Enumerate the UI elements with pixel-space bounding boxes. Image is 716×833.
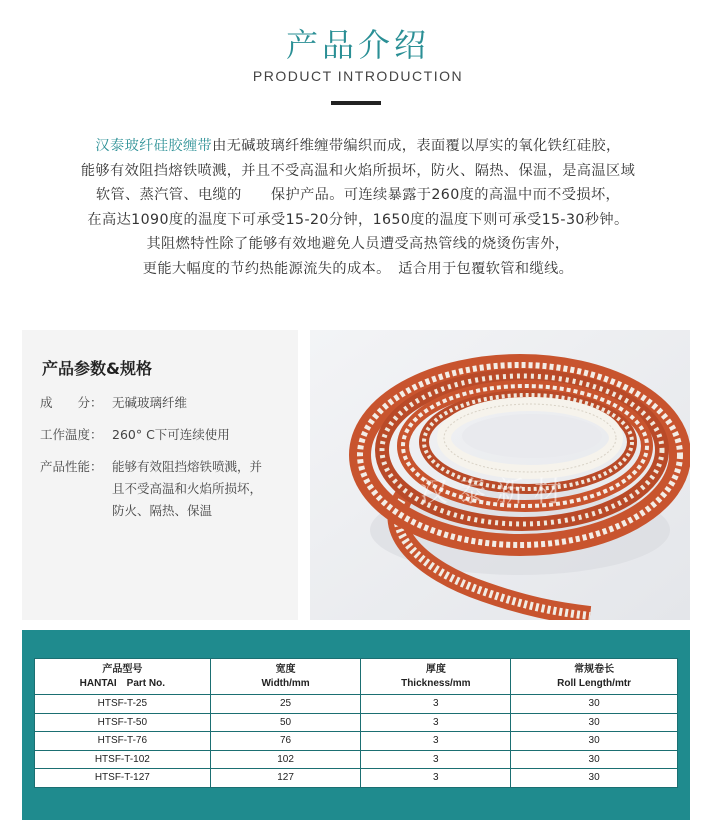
- intro-line-4: 在高达1090度的温度下可承受15-20分钟，1650度的温度下则可承受15-30秒钟。: [87, 211, 629, 228]
- param-label: 工作温度：: [40, 427, 103, 442]
- intro-line-2: 能够有效阻挡熔铁喷溅，并且不受高温和火焰所损坏，防火、隔热、保温，是高温区域: [80, 162, 636, 179]
- spec-table-panel: [22, 630, 690, 820]
- brand-name: 汉泰玻纤硅胶缠带: [95, 138, 213, 154]
- cell-roll-length: 30: [511, 750, 678, 769]
- intro-line-3: 软管、蒸汽管、电缆的 保护产品。可连续暴露于260度的高温中而不受损坏，: [95, 187, 621, 203]
- header-part-no: 产品型号 HANTAI Part No.: [35, 659, 211, 695]
- cell-thickness: 3: [361, 769, 511, 788]
- cell-part-no: HTSF-T-76: [35, 732, 211, 751]
- page-title: 产品介绍: [285, 26, 430, 64]
- params-title: 产品参数&规格: [42, 359, 152, 378]
- param-label: 成 分：: [40, 395, 103, 410]
- params-panel: [22, 330, 298, 620]
- cell-width: 76: [210, 732, 361, 751]
- param-label: 产品性能：: [40, 459, 103, 474]
- title-divider: [331, 101, 381, 105]
- cell-width: 25: [210, 695, 361, 714]
- cell-width: 127: [210, 769, 361, 788]
- cell-width: 102: [210, 750, 361, 769]
- table-header-row: [35, 659, 678, 695]
- param-value: 能够有效阻挡熔铁喷溅，并且不受高温和火焰所损坏，防火、隔热、保温: [112, 459, 263, 518]
- param-row-performance: [40, 456, 272, 522]
- cell-thickness: 3: [361, 750, 511, 769]
- watermark: 汉泰新材: [420, 475, 573, 508]
- cell-thickness: 3: [361, 732, 511, 751]
- intro-line-6: 更能大幅度的节约热能源流失的成本。 适合用于包覆软管和缆线。: [142, 260, 574, 277]
- param-value: 无碱玻璃纤维: [112, 395, 188, 410]
- cell-part-no: HTSF-T-127: [35, 769, 211, 788]
- cell-roll-length: 30: [511, 732, 678, 751]
- param-value: 260° C下可连续使用: [112, 427, 230, 442]
- cell-part-no: HTSF-T-25: [35, 695, 211, 714]
- cell-roll-length: 30: [511, 695, 678, 714]
- intro-line-1: [14, 134, 702, 159]
- cell-width: 50: [210, 713, 361, 732]
- intro-text: [14, 134, 702, 281]
- header-width: 宽度 Width/mm: [210, 659, 361, 695]
- cell-part-no: HTSF-T-50: [35, 713, 211, 732]
- table-row: [35, 732, 678, 751]
- cell-thickness: 3: [361, 695, 511, 714]
- header-thickness: 厚度 Thickness/mm: [361, 659, 511, 695]
- page-subtitle: PRODUCT INTRODUCTION: [252, 68, 464, 84]
- intro-line-1-text: 由无碱玻璃纤维缠带编织而成，表面覆以厚实的氧化铁红硅胶，: [212, 138, 621, 154]
- table-row: [35, 713, 678, 732]
- cell-roll-length: 30: [511, 713, 678, 732]
- table-row: [35, 695, 678, 714]
- intro-line-5: 其阻燃特性除了能够有效地避免人员遭受高热管线的烧烫伤害外，: [146, 236, 570, 252]
- product-photo: [310, 330, 690, 620]
- param-row-material: [40, 392, 282, 414]
- cell-part-no: HTSF-T-102: [35, 750, 211, 769]
- cell-roll-length: 30: [511, 769, 678, 788]
- cell-thickness: 3: [361, 713, 511, 732]
- table-row: [35, 769, 678, 788]
- header-roll-length: 常规卷长 Roll Length/mtr: [511, 659, 678, 695]
- spec-table: [34, 658, 678, 788]
- table-row: [35, 750, 678, 769]
- param-row-temperature: [40, 424, 282, 446]
